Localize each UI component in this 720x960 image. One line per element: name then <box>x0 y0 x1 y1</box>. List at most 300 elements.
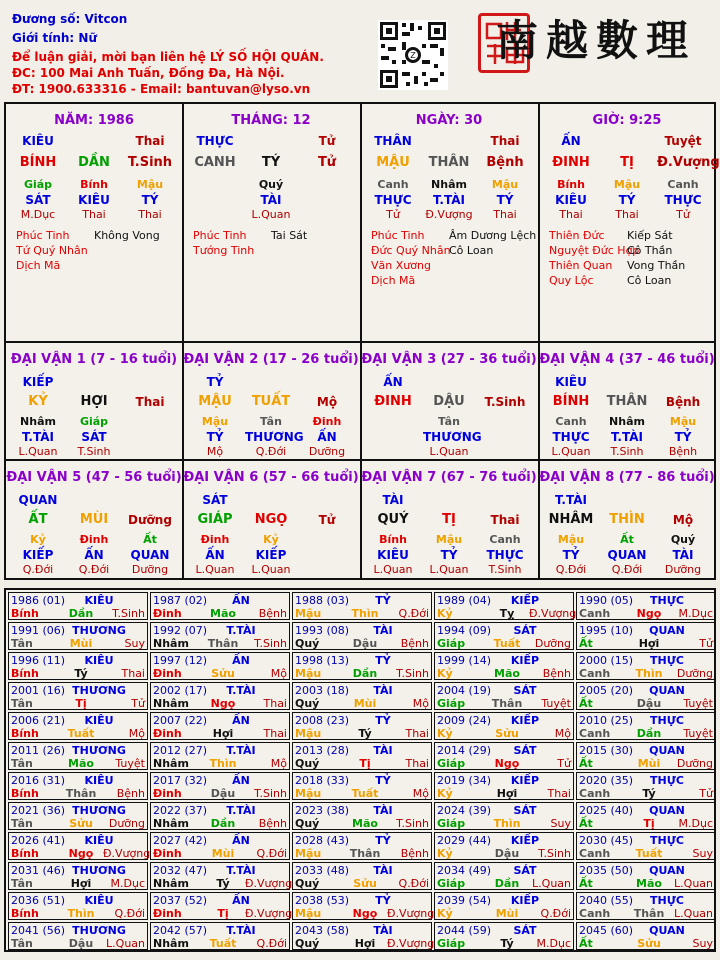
year-stem: Ất <box>579 637 593 650</box>
star-name: Quy Lộc <box>549 274 594 287</box>
hidden-god: QUAN <box>607 548 647 562</box>
year-stem: Canh <box>579 727 611 740</box>
year-cell <box>576 922 716 950</box>
year-label: 2007 (22) <box>153 714 208 727</box>
year-label: 2019 (34) <box>437 774 492 787</box>
year-stem: Đinh <box>153 727 182 740</box>
pillar-r2-value: ĐINH <box>552 155 590 170</box>
year-label: 2024 (39) <box>437 804 492 817</box>
year-cell <box>292 772 432 800</box>
year-label: 2000 (15) <box>579 654 634 667</box>
star-name: Thiên Đức <box>549 229 605 242</box>
hidden-god: T.TÀI <box>611 430 643 444</box>
year-life-stage: Tuyệt <box>683 727 713 740</box>
year-stem: Giáp <box>437 637 466 650</box>
life-stage: Mộ <box>206 445 224 458</box>
year-stem: Nhâm <box>153 817 189 830</box>
year-god: KIÊU <box>84 654 114 667</box>
year-label: 2032 (47) <box>153 864 208 877</box>
year-cell <box>434 652 574 680</box>
year-label: 1994 (09) <box>437 624 492 637</box>
dai-van-phase: Dưỡng <box>128 513 172 527</box>
year-cell <box>8 682 148 710</box>
year-cell <box>150 832 290 860</box>
year-cell <box>434 742 574 770</box>
year-label: 2020 (35) <box>579 774 634 787</box>
pillar-r3-value: Nhâm <box>431 178 467 191</box>
year-god: ẤN <box>232 714 250 727</box>
owner-name: Đương số: Vitcon <box>12 12 128 26</box>
dai-van-branch: TUẤT <box>251 394 291 409</box>
star-name: Dịch Mã <box>16 259 61 272</box>
year-label: 2009 (24) <box>437 714 492 727</box>
year-god: ẤN <box>232 894 250 907</box>
dai-van-stem: NHÂM <box>548 512 594 527</box>
pillar-r2-value: TÝ <box>261 155 281 170</box>
year-branch: Dần <box>352 667 378 680</box>
dai-van-god: SÁT <box>202 493 228 507</box>
hidden-stem: Tân <box>438 415 460 428</box>
year-life-stage: L.Quan <box>532 877 571 890</box>
year-branch: Mão <box>210 607 236 620</box>
year-branch: Tý <box>642 787 656 800</box>
year-stem: Kỷ <box>437 847 453 860</box>
life-stage: L.Quan <box>251 563 291 576</box>
dai-van-phase: Thai <box>135 395 165 409</box>
life-stage: L.Quan <box>373 563 413 576</box>
svg-text:Z: Z <box>410 51 416 60</box>
year-stem: Nhâm <box>153 697 189 710</box>
year-stem: Kỷ <box>437 727 453 740</box>
year-branch: Ngọ <box>494 757 520 770</box>
year-label: 2018 (33) <box>295 774 350 787</box>
pillar-r5-value: Thai <box>615 208 639 221</box>
year-branch: Mão <box>636 877 662 890</box>
hidden-stem: Giáp <box>79 415 109 428</box>
year-branch: Thìn <box>209 757 237 770</box>
dai-van-branch: TỊ <box>442 512 456 527</box>
year-label: 1986 (01) <box>11 594 66 607</box>
pillar-r3-value: Canh <box>377 178 409 191</box>
year-cell <box>292 922 435 950</box>
year-cell <box>576 772 716 800</box>
year-label: 2023 (38) <box>295 804 350 817</box>
year-god: THỰC <box>650 834 684 847</box>
year-cell <box>8 922 148 950</box>
year-cell <box>8 892 148 920</box>
year-label: 2005 (20) <box>579 684 634 697</box>
phone-email-line: ĐT: 1900.633316 - Email: bantuvan@lyso.vn <box>12 82 311 96</box>
year-cell <box>150 682 290 710</box>
pillar-r4-value: T.TÀI <box>433 193 465 207</box>
year-branch: Tý <box>216 877 230 890</box>
year-life-stage: L.Quan <box>106 937 145 950</box>
hidden-stem: Canh <box>555 415 587 428</box>
dai-van-branch: MÙI <box>79 512 109 527</box>
dai-van-god: ẤN <box>383 375 403 389</box>
year-life-stage: Thai <box>405 727 429 740</box>
year-life-stage: Đ.Vượng <box>387 907 435 920</box>
hidden-stem: Đinh <box>312 415 342 428</box>
year-life-stage: Đ.Vượng <box>245 907 293 920</box>
life-stage: Bệnh <box>668 445 698 458</box>
year-life-stage: T.Sinh <box>254 637 287 650</box>
hidden-stem: Ất <box>620 533 634 546</box>
gender: Giới tính: Nữ <box>12 31 97 45</box>
year-stem: Bính <box>11 847 39 860</box>
hidden-god: TỶ <box>562 548 580 562</box>
year-branch: Mùi <box>495 907 519 920</box>
star-name: Tứ Quý Nhân <box>16 244 88 257</box>
year-label: 2013 (28) <box>295 744 350 757</box>
qr-code-icon <box>378 20 448 90</box>
pillar-r5-value: Tử <box>676 208 690 221</box>
pillar-r5-value: M.Dục <box>20 208 56 221</box>
year-life-stage: T.Sinh <box>396 817 429 830</box>
year-label: 2035 (50) <box>579 864 634 877</box>
year-branch: Tị <box>217 907 229 920</box>
year-stem: Bính <box>11 727 39 740</box>
year-god: THƯƠNG <box>72 924 126 937</box>
year-stem: Nhâm <box>153 937 189 950</box>
year-life-stage: Tử <box>557 757 571 770</box>
dai-van-phase: Tử <box>318 513 336 527</box>
life-stage: L.Quan <box>429 445 469 458</box>
star-name: Đức Quý Nhân <box>371 244 451 257</box>
year-label: 2042 (57) <box>153 924 208 937</box>
year-god: T.TÀI <box>226 684 256 697</box>
year-life-stage: Q.Đới <box>114 907 145 920</box>
dai-van-title: ĐẠI VẬN 8 (77 - 86 tuổi) <box>539 470 715 485</box>
pillar-r3-value: Quý <box>258 178 284 191</box>
year-branch: Tỵ <box>499 607 515 620</box>
dai-van-stem: QUÝ <box>377 512 409 527</box>
year-branch: Hợi <box>354 937 376 950</box>
year-god: TÀI <box>373 744 393 757</box>
year-god: TỶ <box>375 834 391 847</box>
year-label: 2014 (29) <box>437 744 492 757</box>
life-stage: Dưỡng <box>131 563 169 576</box>
pillar-r1-value: Thai <box>135 134 165 148</box>
annual-luck-table <box>4 588 716 952</box>
year-label: 1997 (12) <box>153 654 208 667</box>
year-life-stage: L.Quan <box>674 907 713 920</box>
pillar-r3-value: Bính <box>557 178 585 191</box>
dai-van-branch: NGỌ <box>254 512 288 527</box>
hidden-god: TÀI <box>672 548 694 562</box>
year-life-stage: Thai <box>263 697 287 710</box>
year-label: 2038 (53) <box>295 894 350 907</box>
life-stage: Q.Đới <box>611 563 643 576</box>
dai-van-phase: Thai <box>490 513 520 527</box>
dai-van-god: KIÊU <box>555 375 587 389</box>
year-branch: Mùi <box>353 697 377 710</box>
life-stage: T.Sinh <box>610 445 644 458</box>
main-chart-table <box>4 102 720 580</box>
year-life-stage: Mộ <box>412 787 429 800</box>
year-stem: Quý <box>295 937 320 950</box>
year-life-stage: Suy <box>692 847 713 860</box>
year-branch: Dậu <box>210 787 236 800</box>
star-name: Không Vong <box>94 229 160 242</box>
star-name: Tướng Tinh <box>193 244 255 257</box>
star-name: Thiên Quan <box>549 259 613 272</box>
year-cell <box>576 622 716 650</box>
pillar-title: THÁNG: 12 <box>231 113 311 128</box>
year-stem: Quý <box>295 877 320 890</box>
pillar-r4-value: KIÊU <box>78 193 110 207</box>
year-label: 2004 (19) <box>437 684 492 697</box>
year-god: T.TÀI <box>226 864 256 877</box>
star-name: Phúc Tinh <box>371 229 425 242</box>
year-stem: Canh <box>579 847 611 860</box>
dai-van-stem: GIÁP <box>197 512 233 527</box>
year-god: SÁT <box>513 924 537 937</box>
year-cell <box>576 742 716 770</box>
year-life-stage: Bệnh <box>400 637 429 650</box>
pillar-r4-value: THỰC <box>664 193 702 207</box>
dai-van-branch: THÌN <box>609 512 645 527</box>
year-cell <box>434 802 574 830</box>
year-label: 2026 (41) <box>11 834 66 847</box>
year-stem: Đinh <box>153 607 182 620</box>
year-god: TÀI <box>373 864 393 877</box>
year-god: ẤN <box>232 834 250 847</box>
year-cell <box>8 592 148 620</box>
year-stem: Ất <box>579 697 593 710</box>
dai-van-god: TỶ <box>206 375 224 389</box>
year-cell <box>8 772 148 800</box>
life-stage: Q.Đới <box>22 563 54 576</box>
year-stem: Ất <box>579 817 593 830</box>
year-life-stage: Thai <box>121 667 145 680</box>
year-cell <box>150 652 290 680</box>
year-branch: Mùi <box>637 757 661 770</box>
pillar-r1-value: ẤN <box>561 134 581 148</box>
year-branch: Thân <box>491 697 523 710</box>
star-name: Cô Loan <box>627 274 672 287</box>
year-life-stage: Bệnh <box>116 787 145 800</box>
year-label: 2021 (36) <box>11 804 66 817</box>
year-cell <box>576 652 716 680</box>
year-life-stage: Dưỡng <box>108 817 145 830</box>
pillar-r3-value: Mậu <box>136 178 164 191</box>
hidden-stem: Kỷ <box>30 533 46 546</box>
year-branch: Dần <box>494 877 520 890</box>
hidden-god: TỶ <box>206 430 224 444</box>
year-stem: Đinh <box>153 907 182 920</box>
year-god: SÁT <box>513 744 537 757</box>
year-life-stage: L.Quan <box>674 877 713 890</box>
year-label: 2016 (31) <box>11 774 66 787</box>
year-life-stage: Mộ <box>270 667 287 680</box>
year-stem: Mậu <box>295 907 322 920</box>
year-cell <box>434 772 574 800</box>
year-life-stage: Thai <box>405 757 429 770</box>
year-cell <box>150 772 290 800</box>
year-life-stage: Đ.Vượng <box>529 607 577 620</box>
year-branch: Mão <box>352 817 378 830</box>
year-cell <box>292 862 432 890</box>
pillar-r2-value: Đ.Vượng <box>657 155 720 170</box>
year-branch: Hợi <box>70 877 92 890</box>
year-life-stage: Tuyệt <box>541 697 571 710</box>
year-god: SÁT <box>513 624 537 637</box>
year-god: ẤN <box>232 594 250 607</box>
dai-van-title: ĐẠI VẬN 6 (57 - 66 tuổi) <box>183 470 359 485</box>
star-name: Tai Sát <box>271 229 308 242</box>
year-life-stage: M.Dục <box>678 607 713 620</box>
year-cell <box>150 742 290 770</box>
year-cell <box>8 742 148 770</box>
year-cell <box>576 682 716 710</box>
life-stage: Dưỡng <box>308 445 346 458</box>
year-life-stage: Đ.Vượng <box>387 937 435 950</box>
year-stem: Kỷ <box>437 667 453 680</box>
year-god: TỶ <box>375 774 391 787</box>
dai-van-title: ĐẠI VẬN 3 (27 - 36 tuổi) <box>361 352 537 367</box>
year-cell <box>434 592 577 620</box>
year-cell <box>576 592 716 620</box>
life-stage: Dưỡng <box>664 563 702 576</box>
year-stem: Bính <box>11 787 39 800</box>
year-stem: Mậu <box>295 787 322 800</box>
pillar-r5-value: Thai <box>559 208 583 221</box>
year-label: 1999 (14) <box>437 654 492 667</box>
year-cell <box>576 862 716 890</box>
life-stage: T.Sinh <box>488 563 522 576</box>
pillar-r2-value: MẬU <box>376 155 410 170</box>
year-god: KIẾP <box>510 894 540 907</box>
year-god: KIÊU <box>84 834 114 847</box>
year-branch: Thân <box>65 787 97 800</box>
year-cell <box>292 832 432 860</box>
year-branch: Tuất <box>67 727 95 740</box>
hidden-god: ẤN <box>317 430 337 444</box>
year-label: 1989 (04) <box>437 594 492 607</box>
year-branch: Ngọ <box>352 907 378 920</box>
year-label: 1998 (13) <box>295 654 350 667</box>
year-stem: Bính <box>11 667 39 680</box>
dai-van-title: ĐẠI VẬN 7 (67 - 76 tuổi) <box>361 470 537 485</box>
year-life-stage: Bệnh <box>400 847 429 860</box>
year-life-stage: M.Dục <box>536 937 571 950</box>
pillar-r3-value: Bính <box>80 178 108 191</box>
year-cell <box>576 802 716 830</box>
year-life-stage: Dưỡng <box>676 757 713 770</box>
hidden-god: TỶ <box>674 430 692 444</box>
hidden-god: THƯƠNG <box>423 430 482 444</box>
hidden-god: ẤN <box>205 548 225 562</box>
star-name: Nguyệt Đức Hợp <box>549 244 640 257</box>
year-branch: Thìn <box>635 667 663 680</box>
year-god: QUAN <box>649 804 685 817</box>
year-cell <box>434 682 574 710</box>
year-label: 2043 (58) <box>295 924 350 937</box>
year-life-stage: M.Dục <box>678 817 713 830</box>
life-stage: L.Quan <box>195 563 235 576</box>
year-label: 2012 (27) <box>153 744 208 757</box>
pillar-r4-value: TÝ <box>141 193 159 207</box>
dai-van-god: KIẾP <box>22 375 54 389</box>
year-cell <box>576 832 716 860</box>
hidden-god: SÁT <box>81 430 107 444</box>
year-label: 2037 (52) <box>153 894 208 907</box>
year-stem: Tân <box>11 697 33 710</box>
year-branch: Thìn <box>351 607 379 620</box>
year-stem: Quý <box>295 637 320 650</box>
year-stem: Bính <box>11 907 39 920</box>
year-label: 2040 (55) <box>579 894 634 907</box>
year-stem: Tân <box>11 877 33 890</box>
year-god: THỰC <box>650 714 684 727</box>
year-cell <box>150 802 290 830</box>
pillar-r1-value: KIÊU <box>22 134 54 148</box>
year-branch: Mùi <box>69 637 93 650</box>
year-branch: Ngọ <box>636 607 662 620</box>
pillar-title: NĂM: 1986 <box>54 113 134 128</box>
pillar-title: NGÀY: 30 <box>415 113 483 128</box>
year-stem: Giáp <box>437 937 466 950</box>
year-branch: Dần <box>68 607 94 620</box>
dai-van-phase: Bệnh <box>665 395 701 409</box>
hidden-god: THỰC <box>486 548 524 562</box>
year-life-stage: Q.Đới <box>256 937 287 950</box>
dai-van-god: QUAN <box>18 493 58 507</box>
contact-line: Để luận giải, mời bạn liên hệ LÝ SỐ HỘI QUÁN. <box>12 50 324 64</box>
pillar-r1-value: THÂN <box>374 134 412 148</box>
year-branch: Hợi <box>212 727 234 740</box>
year-stem: Đinh <box>153 787 182 800</box>
year-cell <box>434 832 574 860</box>
year-stem: Mậu <box>295 607 322 620</box>
dai-van-phase: Mộ <box>672 513 694 527</box>
hidden-god: THỰC <box>552 430 590 444</box>
year-stem: Bính <box>11 607 39 620</box>
year-cell <box>292 712 432 740</box>
pillar-r2-value: THÂN <box>428 155 470 170</box>
brand-logo: 南越數理 <box>496 16 697 65</box>
year-god: TÀI <box>373 924 393 937</box>
year-god: QUAN <box>649 744 685 757</box>
hidden-stem: Tân <box>260 415 282 428</box>
year-god: THƯƠNG <box>72 804 126 817</box>
year-label: 2045 (60) <box>579 924 634 937</box>
year-label: 2028 (43) <box>295 834 350 847</box>
year-life-stage: Mộ <box>128 727 145 740</box>
year-label: 2017 (32) <box>153 774 208 787</box>
year-god: TỶ <box>375 594 391 607</box>
year-cell <box>8 622 148 650</box>
year-life-stage: Q.Đới <box>256 847 287 860</box>
year-cell <box>576 892 716 920</box>
year-label: 2001 (16) <box>11 684 66 697</box>
year-life-stage: Tuyệt <box>115 757 145 770</box>
pillar-title: GIỜ: 9:25 <box>592 113 662 128</box>
year-cell <box>292 652 432 680</box>
year-stem: Quý <box>295 817 320 830</box>
year-stem: Kỷ <box>437 607 453 620</box>
pillar-r3-value: Mậu <box>613 178 641 191</box>
year-life-stage: Mộ <box>270 757 287 770</box>
year-label: 2041 (56) <box>11 924 66 937</box>
year-branch: Tý <box>358 727 372 740</box>
year-god: KIẾP <box>510 594 540 607</box>
year-stem: Tân <box>11 637 33 650</box>
year-branch: Dậu <box>352 637 378 650</box>
year-label: 2039 (54) <box>437 894 492 907</box>
year-cell <box>576 712 716 740</box>
